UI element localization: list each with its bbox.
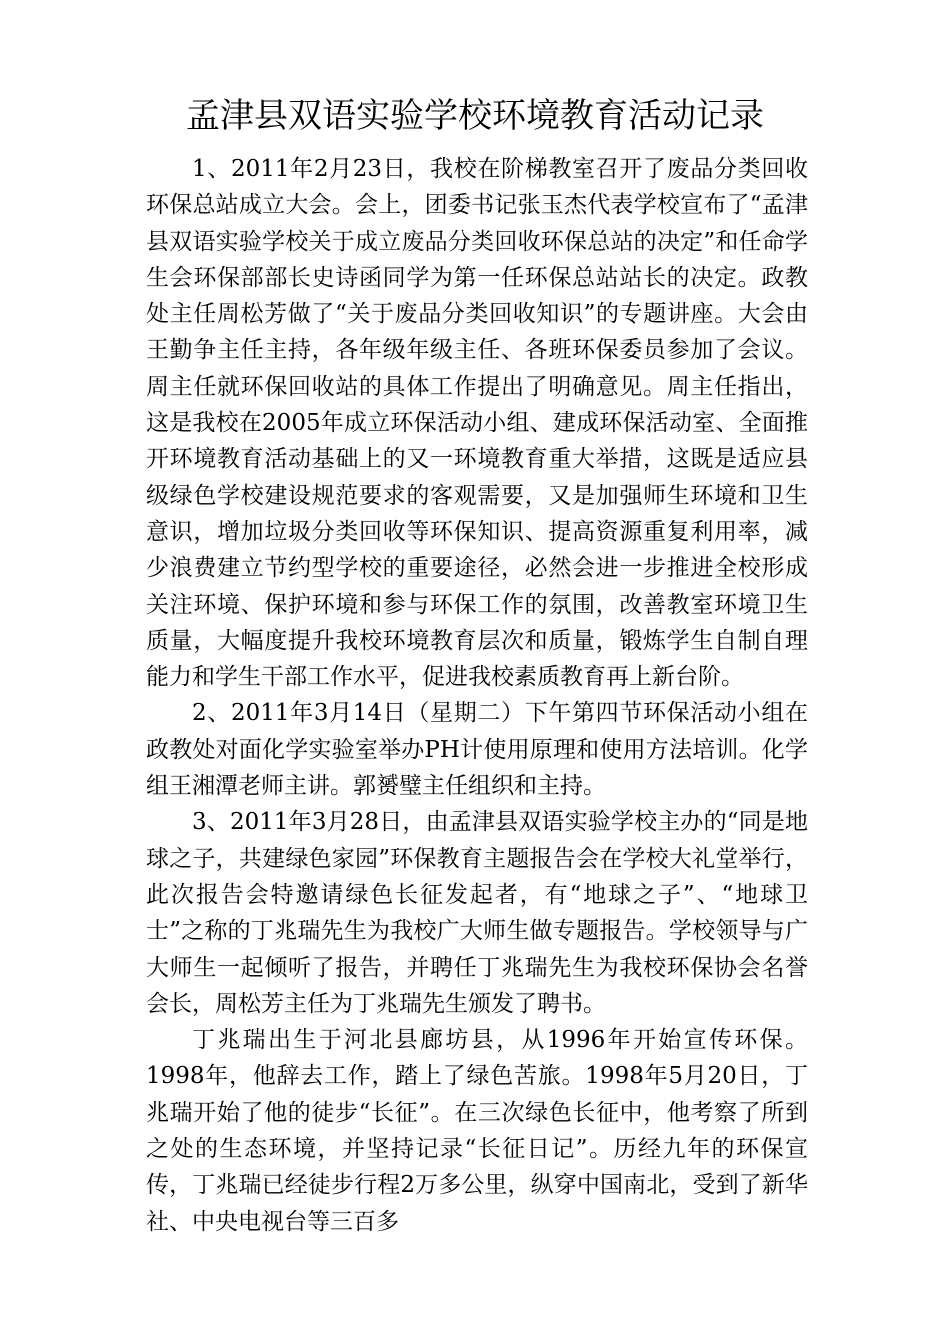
paragraph-4: 丁兆瑞出生于河北县廊坊县，从1996年开始宣传环保。1998年，他辞去工作，踏上了绿色苦旅。1998年5月20日，丁兆瑞开始了他的徒步“长征”。在三次绿色长征中，他考察了所到之处的生态环境，并坚持记录“长征日记”。历经九年的环保宣传，丁兆瑞已经徒步行程2万多公里，纵穿中国南北，受到了新华社、中央电视台等三百多	[146, 1027, 808, 1235]
document-title: 孟津县双语实验学校环境教育活动记录	[186, 96, 764, 136]
paragraph-1: 1、2011年2月23日，我校在阶梯教室召开了废品分类回收环保总站成立大会。会上，团委书记张玉杰代表学校宣布了“孟津县双语实验学校关于成立废品分类回收环保总站的决定”和任命学生会环保部部长史诗函同学为第一任环保总站站长的决定。政教处主任周松芳做了“关于废品分类回收知识”的专题讲座。大会由王勤争主任主持，各年级年级主任、各班环保委员参加了会议。周主任就环保回收站的具体工作提出了明确意见。周主任指出，这是我校在2005年成立环保活动小组、建成环保活动室、全面推开环境教育活动基础上的又一环境教育重大举措，这既是适应县级绿色学校建设规范要求的客观需要，又是加强师生环境和卫生意识，增加垃圾分类回收等环保知识、提高资源重复利用率，减少浪费建立节约型学校的重要途径，必然会进一步推进全校形成关注环境、保护环境和参与环保工作的氛围，改善教室环境卫生质量，大幅度提升我校环境教育层次和质量，锻炼学生自制自理能力和学生干部工作水平，促进我校素质教育再上新台阶。	[146, 156, 808, 691]
document-body	[146, 151, 808, 1240]
paragraph-2: 2、2011年3月14日（星期二）下午第四节环保活动小组在政教处对面化学实验室举办PH计使用原理和使用方法培训。化学组王湘潭老师主讲。郭赟璧主任组织和主持。	[146, 700, 808, 800]
paragraph-3: 3、2011年3月28日，由孟津县双语实验学校主办的“同是地球之子，共建绿色家园”环保教育主题报告会在学校大礼堂举行，此次报告会特邀请绿色长征发起者，有“地球之子”、“地球卫士”之称的丁兆瑞先生为我校广大师生做专题报告。学校领导与广大师生一起倾听了报告，并聘任丁兆瑞先生为我校环保协会名誉会长，周松芳主任为丁兆瑞先生颁发了聘书。	[146, 809, 808, 1017]
